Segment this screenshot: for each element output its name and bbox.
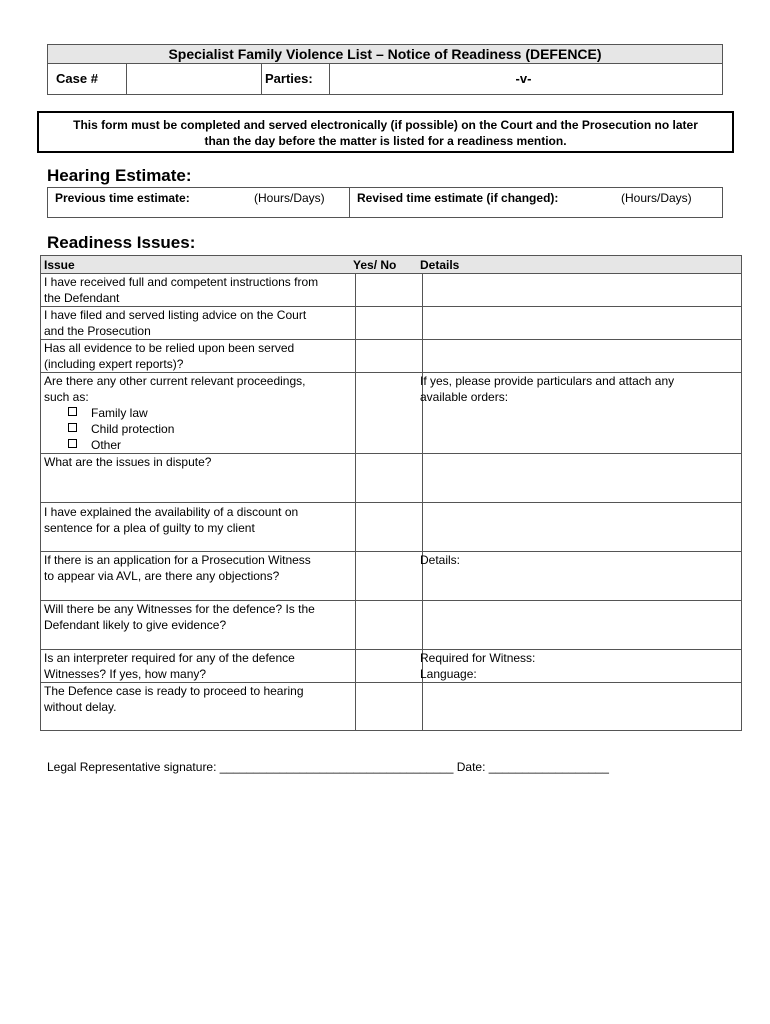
issue-text: I have explained the availability of a discount on [44,505,299,519]
details-text: Language: [420,667,477,681]
table-row [41,551,741,601]
issue-cell [41,502,356,551]
table-row [41,600,741,650]
table-row [41,453,741,503]
details-text: Details: [420,553,461,567]
parties-field[interactable]: -v- [515,71,532,86]
previous-estimate-label: Previous time estimate: [55,191,190,205]
previous-estimate-cell[interactable] [48,188,350,217]
details-field[interactable] [414,273,741,306]
issue-text: Is an interpreter required for any of the defence [44,651,295,665]
option-other[interactable] [44,437,352,453]
issue-text: to appear via AVL, are there any objections? [44,569,280,583]
details-text: If yes, please provide particulars and attach any [420,374,675,388]
option-label: Child protection [91,422,175,436]
details-text: Required for Witness: [420,651,536,665]
details-field[interactable] [414,649,741,682]
issue-text: If there is an application for a Prosecution Witness [44,553,311,567]
issue-cell [41,372,356,453]
details-field[interactable] [414,453,741,502]
details-text: available orders: [420,390,509,404]
issue-text: Defendant likely to give evidence? [44,618,227,632]
yes-no-field[interactable] [349,682,423,730]
issue-text: What are the issues in dispute? [44,455,212,469]
issue-text: Are there any other current relevant proceedings, [44,374,306,388]
details-field[interactable] [414,682,741,730]
details-field[interactable] [414,306,741,339]
option-family-law[interactable] [44,405,352,421]
details-field[interactable] [414,372,741,453]
yes-no-field[interactable] [349,339,423,372]
notice-line-1: This form must be completed and served electronically (if possible) on the Court and the Prosecution no later [73,118,698,132]
yes-no-field[interactable] [349,649,423,682]
submission-notice [37,111,734,153]
issue-text: sentence for a plea of guilty to my client [44,521,255,535]
case-number-label: Case # [48,63,127,94]
issue-cell [41,306,356,339]
issue-cell [41,273,356,306]
date-field[interactable]: __________________ [488,760,609,774]
signature-field[interactable]: ___________________________________ [219,760,454,774]
revised-estimate-unit: (Hours/Days) [621,191,692,205]
case-header-table [47,44,723,95]
yes-no-field[interactable] [349,502,423,551]
issue-cell [41,339,356,372]
signature-line [47,760,609,774]
notice-line-2: than the day before the matter is listed for a readiness mention. [204,134,567,148]
previous-estimate-unit: (Hours/Days) [254,191,325,205]
form-title: Specialist Family Violence List – Notice of Readiness (DEFENCE) [48,45,722,64]
details-field[interactable] [414,502,741,551]
yes-no-field[interactable] [349,551,423,600]
signature-label: Legal Representative signature: [47,760,217,774]
revised-estimate-label: Revised time estimate (if changed): [357,191,559,205]
issue-text: The Defence case is ready to proceed to hearing [44,684,304,698]
column-header-issue: Issue [41,256,356,273]
case-number-field[interactable] [118,63,262,94]
yes-no-field[interactable] [349,600,423,649]
issue-text: such as: [44,390,89,404]
table-row [41,649,741,683]
table-row [41,273,741,307]
issue-text: Witnesses? If yes, how many? [44,667,207,681]
issue-cell [41,682,356,730]
revised-estimate-cell[interactable] [349,188,722,217]
table-row [41,339,741,373]
hearing-estimate-table [47,187,723,218]
table-row [41,306,741,340]
yes-no-field[interactable] [349,306,423,339]
option-label: Other [91,438,122,452]
table-header-row [41,256,741,274]
option-label: Family law [91,406,148,420]
issue-text: Will there be any Witnesses for the defence? Is the [44,602,315,616]
checkbox-icon [68,407,77,416]
column-header-details: Details [414,256,741,273]
table-row [41,372,741,454]
issue-text: without delay. [44,700,117,714]
issue-text: I have filed and served listing advice on the Court [44,308,307,322]
readiness-issues-table [40,255,742,731]
checkbox-icon [68,423,77,432]
table-row [41,502,741,552]
details-field[interactable] [414,600,741,649]
issue-cell [41,453,356,502]
yes-no-field[interactable] [349,453,423,502]
issue-text: the Defendant [44,291,120,305]
column-header-yes-no: Yes/ No [349,256,423,273]
issue-cell [41,649,356,682]
issue-text: Has all evidence to be relied upon been served [44,341,295,355]
issue-cell [41,551,356,600]
yes-no-field[interactable] [349,372,423,453]
parties-label: Parties: [261,63,330,94]
issue-cell [41,600,356,649]
details-field[interactable] [414,551,741,600]
hearing-estimate-heading: Hearing Estimate: [47,166,192,185]
issue-text: I have received full and competent instructions from [44,275,319,289]
readiness-issues-heading: Readiness Issues: [47,233,196,252]
date-label: Date: [456,760,486,774]
checkbox-icon [68,439,77,448]
yes-no-field[interactable] [349,273,423,306]
table-row [41,682,741,730]
issue-text: and the Prosecution [44,324,151,338]
option-child-protection[interactable] [44,421,352,437]
issue-text: (including expert reports)? [44,357,184,371]
details-field[interactable] [414,339,741,372]
